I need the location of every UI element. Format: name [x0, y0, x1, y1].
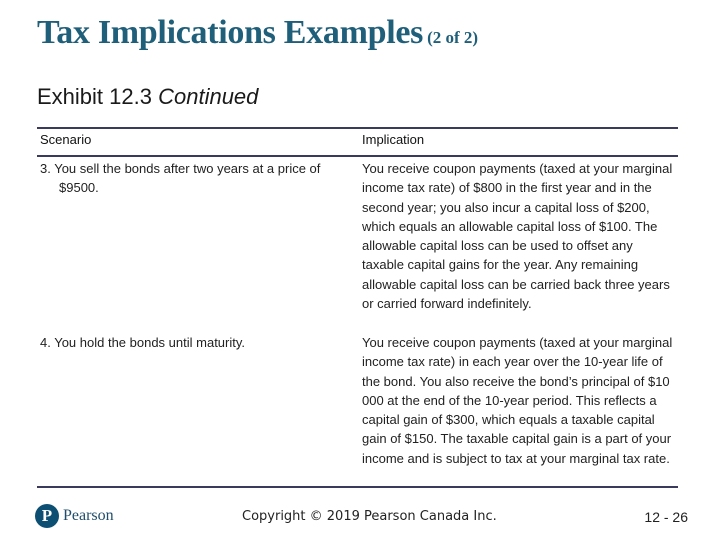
- column-header-scenario: Scenario: [40, 132, 92, 147]
- table-bottom-rule: [37, 486, 678, 488]
- exhibit-label: Exhibit 12.3: [37, 84, 152, 109]
- table-row-3-scenario: [40, 159, 358, 198]
- slide-title-part-indicator: (2 of 2): [427, 28, 479, 47]
- exhibit-heading: [37, 84, 258, 110]
- exhibit-continued: Continued: [158, 84, 259, 109]
- table-header-rule: [37, 155, 678, 157]
- pearson-logo-icon: P: [35, 504, 59, 528]
- table-top-rule: [37, 127, 678, 129]
- column-header-implication: Implication: [362, 132, 425, 147]
- slide-title-main: Tax Implications Examples: [37, 14, 424, 51]
- page-number: 12 - 26: [644, 509, 688, 525]
- pearson-logo: [35, 504, 114, 528]
- table-row-3-implication: You receive coupon payments (taxed at your marginal income tax rate) of $800 in the first year and in the second year; you also incur a capital loss of $200, which equals an allowable capital loss of $100. The allowable capital loss can be used to offset any taxable capital gains for the year. Any remaining allowable capital loss can be carried back three years or carried forward indefinitely.: [362, 161, 673, 312]
- table-row-4-implication: You receive coupon payments (taxed at your marginal income tax rate) in each year over the 10-year life of the bond. You also receive the bond’s principal of $10 000 at the end of the 10-year period. This reflects a capital gain of $300, which equals a taxable capital gain of $150. The taxable capital gain is a part of your income and is subject to tax at your marginal tax rate.: [362, 335, 673, 466]
- table-row-4-scenario: 4. You hold the bonds until maturity.: [40, 335, 246, 350]
- slide-title: [37, 14, 478, 52]
- scenario-3-line2: $9500.: [59, 180, 99, 196]
- copyright-notice: Copyright © 2019 Pearson Canada Inc.: [242, 509, 497, 524]
- pearson-logo-text: Pearson: [63, 507, 114, 524]
- scenario-3-line1: 3. You sell the bonds after two years at a price of: [40, 161, 321, 176]
